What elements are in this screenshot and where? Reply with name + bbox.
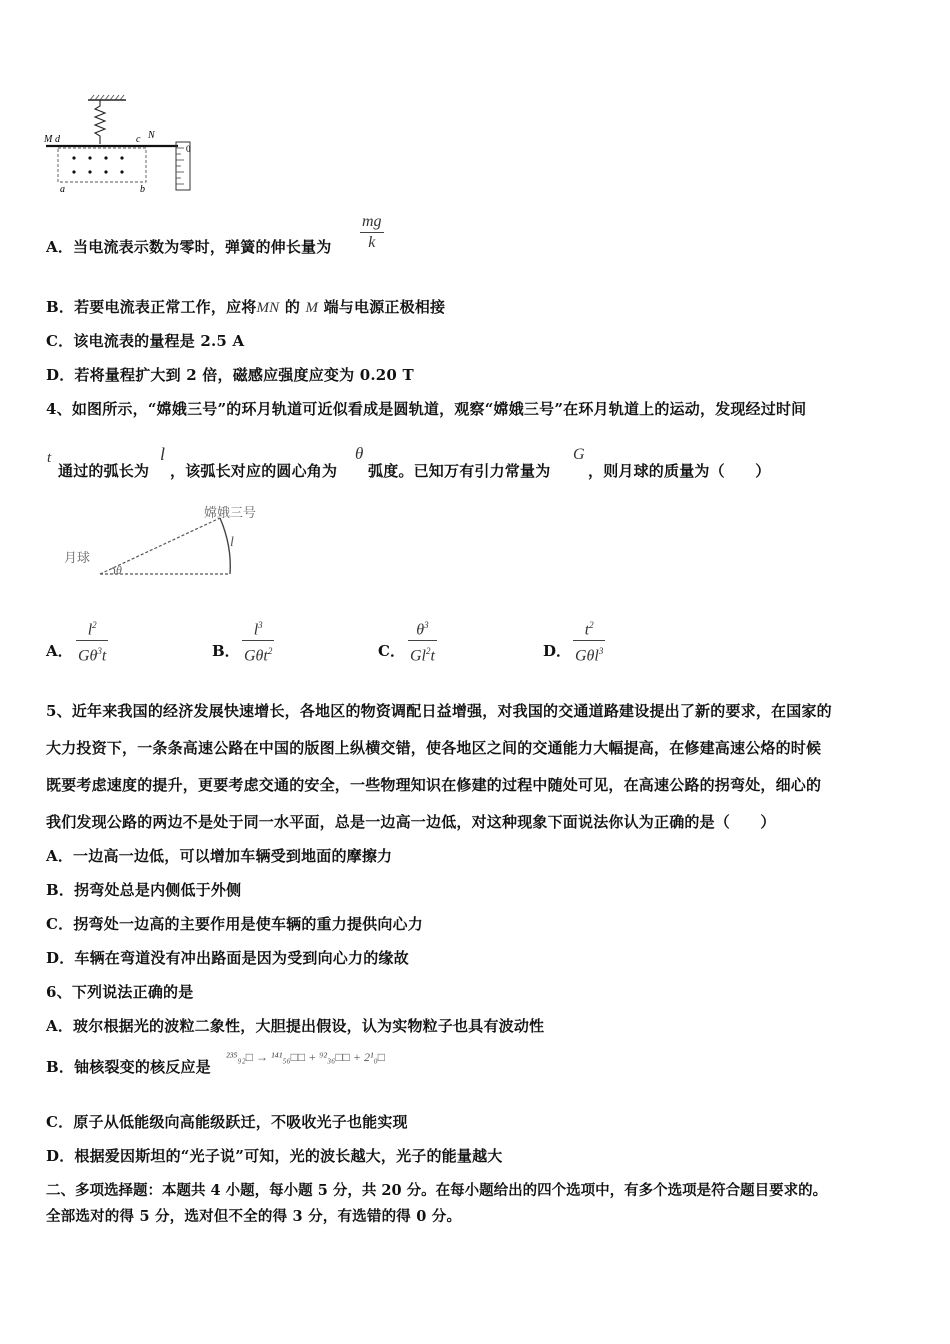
q4-option-b-fraction [242, 616, 274, 666]
q5-option-a: A．一边高一边低，可以增加车辆受到地面的摩擦力 [46, 847, 393, 865]
fraction-denominator: k [368, 234, 376, 251]
fission-equation: ²³⁵₉₂□ → ¹⁴¹₅₆□□ + ⁹²₃₆□□ + 2¹₀□ [226, 1050, 385, 1064]
q3-option-b-mn: MN [256, 300, 280, 316]
q5-option-c: C．拐弯处一边高的主要作用是使车辆的重力提供向心力 [46, 915, 423, 933]
q4-seg2: ，该弧长对应的圆心角为 [170, 462, 338, 480]
q6-option-b-prefix: B．铀核裂变的核反应是 [46, 1058, 211, 1076]
scale-zero: 0 [186, 144, 191, 154]
section2-heading-line2: 全部选对的得 5 分，选对但不全的得 3 分，有选错的得 0 分。 [46, 1208, 462, 1225]
q3-option-b-suffix: 端与电源正极相接 [323, 298, 446, 316]
q5-stem-line2: 大力投资下，一条条高速公路在中国的版图上纵横交错，使各地区之间的交通能力大幅提高，在修建高速公烙的时候 [46, 739, 822, 757]
q6-option-a: A．玻尔根据光的波粒二象性，大胆提出假设，认为实物粒子也具有波动性 [46, 1017, 545, 1035]
denominator-tail: t [101, 647, 107, 665]
q4-stem-line1: 4、如图所示，“嫦娥三号”的环月轨道可近似看成是圆轨道，观察“嫦娥三号”在环月轨道上的运动，发现经过时间 [46, 400, 807, 418]
moon-label: 月球 [64, 551, 91, 566]
q4-option-d-fraction [573, 616, 605, 666]
q4-var-g: G [573, 446, 585, 463]
q6-option-c: C．原子从低能级向高能级跃迁，不吸收光子也能实现 [46, 1113, 408, 1131]
q6-stem: 6、下列说法正确的是 [46, 983, 194, 1001]
numerator-exponent: 2 [92, 620, 97, 630]
q3-option-c: C．该电流表的量程是 2.5 A [46, 332, 245, 350]
q5-stem-line1: 5、近年来我国的经济发展快速增长，各地区的物资调配日益增强，对我国的交通道路建设提出了新的要求，在国家的 [46, 702, 832, 720]
numerator-exponent: 2 [589, 620, 594, 630]
q3-option-b-prefix: B．若要电流表正常工作，应将 [46, 298, 257, 316]
fraction-numerator: θ [416, 621, 425, 639]
q4-var-theta: θ [355, 444, 364, 463]
fraction-denominator: Gθt [244, 647, 268, 665]
q3-option-b-mid: 的 [284, 298, 301, 316]
fraction-numerator: l [253, 621, 259, 639]
label-c: c [136, 134, 141, 145]
q4-var-t: t [47, 450, 52, 466]
fraction-numerator: mg [362, 213, 382, 230]
q3-option-a-fraction [360, 213, 384, 252]
label-N: N [148, 130, 155, 141]
q4-seg4: ，则月球的质量为（ ） [588, 462, 771, 480]
fraction-denominator: Gθl [575, 647, 599, 665]
q5-option-d: D．车辆在弯道没有冲出路面是因为受到向心力的缘故 [46, 949, 409, 967]
q3-option-b [46, 296, 445, 317]
moon-orbit-diagram [60, 502, 280, 582]
denominator-exponent: 2 [426, 646, 431, 657]
denominator-exponent: 3 [97, 646, 102, 657]
q4-option-b-label: B． [212, 642, 240, 660]
fraction-denominator: Gθ [78, 647, 98, 665]
numerator-exponent: 3 [424, 620, 429, 630]
q6-option-b [46, 1056, 211, 1077]
spring-current-meter-diagram [40, 92, 210, 202]
angle-label: θ [116, 563, 122, 577]
q4-option-c-fraction [408, 616, 437, 666]
label-d: d [55, 134, 60, 145]
q5-option-b: B．拐弯处总是内侧低于外侧 [46, 881, 242, 899]
q3-option-a [46, 236, 331, 257]
q5-stem-line3: 既要考虑速度的提升，更要考虑交通的安全，一些物理知识在修建的过程中随处可见，在高速公路的拐弯处，细心的 [46, 776, 822, 794]
probe-label: 嫦娥三号 [204, 506, 257, 521]
denominator-exponent: 2 [267, 646, 273, 657]
section2-heading-line1: 二、多项选择题：本题共 4 小题，每小题 5 分，共 20 分。在每小题给出的四个选项中，有多个选项是符合题目要求的。 [46, 1182, 828, 1199]
q3-option-d: D．若将量程扩大到 2 倍，磁感应强度应变为 0.20 T [46, 366, 414, 384]
q4-option-c-label: C． [378, 642, 405, 660]
label-b: b [140, 184, 145, 195]
q4-option-d-label: D． [543, 642, 572, 660]
q6-option-d: D．根据爱因斯坦的“光子说”可知，光的波长越大，光子的能量越大 [46, 1147, 503, 1165]
label-M: M [44, 134, 53, 145]
fraction-numerator: l [87, 621, 93, 639]
fraction-denominator: Gl [410, 647, 426, 665]
q4-option-a-fraction [76, 616, 108, 666]
q4-seg1: 通过的弧长为 [58, 462, 150, 480]
denominator-tail: t [430, 647, 435, 665]
q3-option-b-m: M [305, 300, 319, 316]
q4-seg3: 弧度。已知万有引力常量为 [368, 462, 551, 480]
arc-label: l [230, 535, 234, 550]
numerator-exponent: 3 [258, 620, 263, 630]
q4-option-a-label: A． [46, 642, 73, 660]
fraction-numerator: t [584, 621, 590, 639]
label-a: a [60, 184, 65, 195]
q5-stem-line4: 我们发现公路的两边不是处于同一水平面，总是一边高一边低，对这种现象下面说法你认为正确的是（ ） [46, 813, 776, 831]
q3-option-a-text: A．当电流表示数为零时，弹簧的伸长量为 [46, 238, 332, 256]
denominator-exponent: 3 [598, 646, 604, 657]
q4-var-l: l [160, 444, 166, 464]
